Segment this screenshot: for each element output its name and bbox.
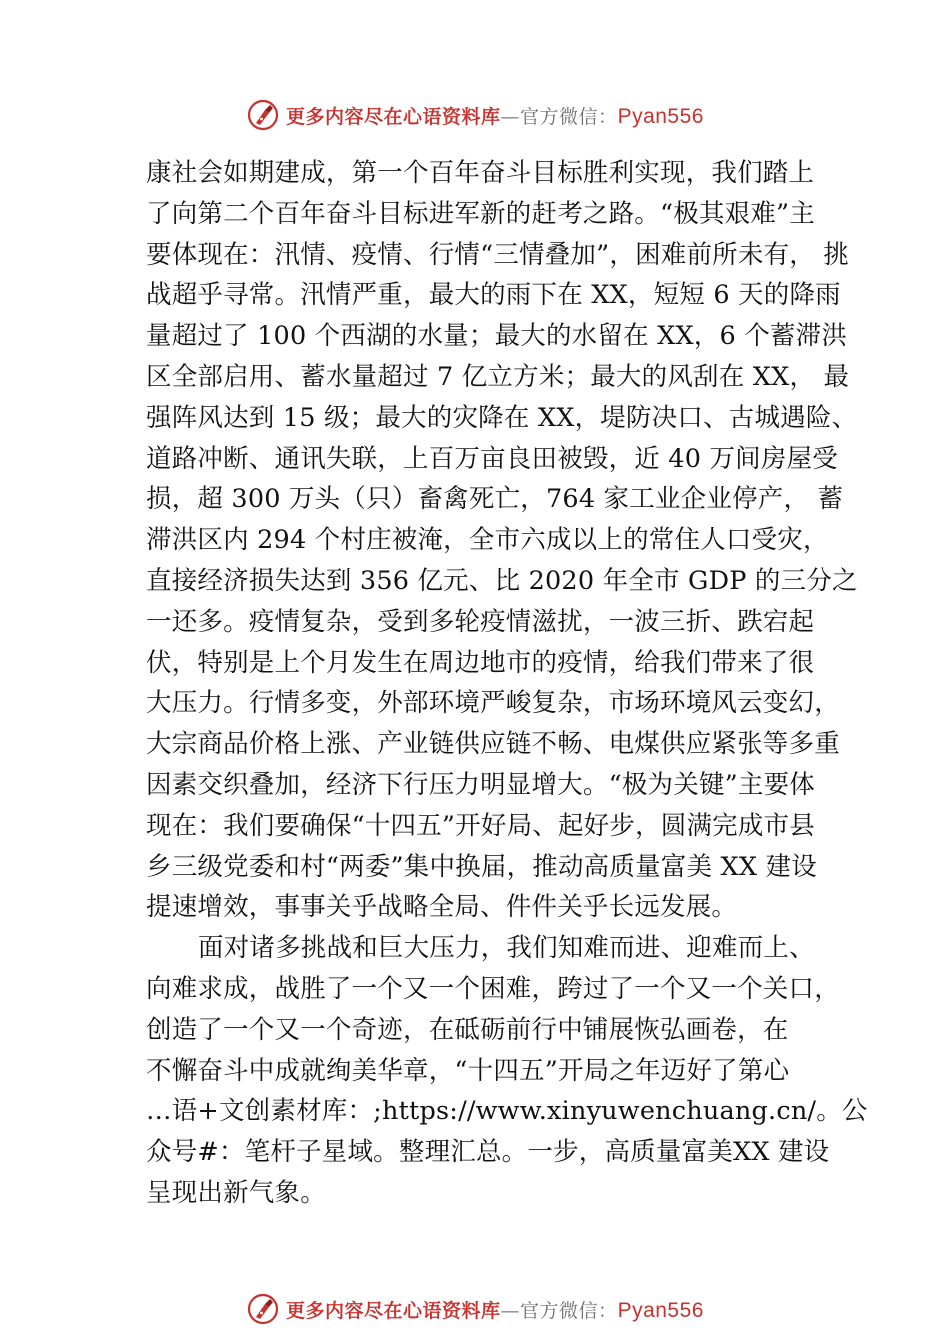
body-line: 量超过了 100 个西湖的水量；最大的水留在 XX，6 个蓄滞洪	[146, 321, 848, 352]
footer-text	[286, 1296, 704, 1323]
header-wechat-id: Pyan556	[617, 104, 704, 128]
body-line: 不懈奋斗中成就绚美华章，“十四五”开局之年迈好了第心	[146, 1055, 790, 1086]
body-line: 要体现在：汛情、疫情、行情“三情叠加”，困难前所未有， 挑	[146, 239, 849, 270]
header-wechat-label: 官方微信：	[520, 105, 618, 128]
body-line: 大压力。行情多变，外部环境严峻复杂，市场环境风云变幻，	[146, 688, 840, 719]
pen-nib-logo-icon	[246, 98, 280, 132]
body-line: 向难求成，战胜了一个又一个困难，跨过了一个又一个关口，	[146, 973, 840, 1004]
body-line: 乡三级党委和村“两委”集中换届，推动高质量富美 XX 建设	[146, 851, 817, 882]
body-line: 一还多。疫情复杂，受到多轮疫情滋扰，一波三折、跌宕起	[146, 606, 815, 637]
body-line: 直接经济损失达到 356 亿元、比 2020 年全市 GDP 的三分之	[146, 565, 858, 596]
footer-brand: 更多内容尽在心语资料库	[286, 1299, 501, 1322]
body-line: 康社会如期建成，第一个百年奋斗目标胜利实现，我们踏上	[146, 158, 815, 188]
body-line: 创造了一个又一个奇迹，在砥砺前行中铺展恢弘画卷，在	[146, 1014, 789, 1045]
header-brand: 更多内容尽在心语资料库	[286, 105, 501, 128]
body-line: 损，超 300 万头（只）畜禽死亡，764 家工业企业停产， 蓄	[146, 484, 844, 515]
body-line: 现在：我们要确保“十四五”开好局、起好步，圆满完成市县	[146, 810, 815, 841]
footer-wechat-id: Pyan556	[617, 1298, 704, 1322]
body-line: 道路冲断、通讯失联，上百万亩良田被毁，近 40 万间房屋受	[146, 443, 838, 474]
header-separator: —	[500, 105, 521, 128]
document-body	[146, 153, 868, 1214]
body-line: 战超乎寻常。汛情严重，最大的雨下在 XX，短短 6 天的降雨	[146, 280, 841, 311]
footer-separator: —	[500, 1299, 521, 1322]
header-text	[286, 102, 704, 129]
footer-banner	[0, 1289, 950, 1329]
body-line: 了向第二个百年奋斗目标进军新的赶考之路。“极其艰难”主	[146, 198, 815, 229]
body-line: 因素交织叠加，经济下行压力明显增大。“极为关键”主要体	[146, 769, 815, 800]
header-banner	[0, 95, 950, 135]
body-line: 强阵风达到 15 级；最大的灾降在 XX，堤防决口、古城遇险、	[146, 402, 858, 433]
body-line: 呈现出新气象。	[146, 1177, 326, 1208]
body-line: 大宗商品价格上涨、产业链供应链不畅、电煤供应紧张等多重	[146, 729, 840, 760]
footer-wechat-label: 官方微信：	[520, 1299, 618, 1322]
body-line: 提速增效，事事关乎战略全局、件件关乎长远发展。	[146, 892, 738, 923]
body-line: 区全部启用、蓄水量超过 7 亿立方米；最大的风刮在 XX， 最	[146, 361, 850, 392]
body-line: …语+文创素材库：;https://www.xinyuwenchuang.cn/。公	[146, 1096, 868, 1127]
body-line: 众号#：笔杆子星域。整理汇总。一步，高质量富美XX 建设	[146, 1137, 830, 1168]
pen-nib-logo-icon	[246, 1292, 280, 1326]
body-line-paragraph-start: 面对诸多挑战和巨大压力，我们知难而进、迎难而上、	[198, 933, 815, 964]
body-line: 滞洪区内 294 个村庄被淹，全市六成以上的常住人口受灾，	[146, 525, 829, 556]
body-line: 伏，特别是上个月发生在周边地市的疫情，给我们带来了很	[146, 647, 815, 678]
